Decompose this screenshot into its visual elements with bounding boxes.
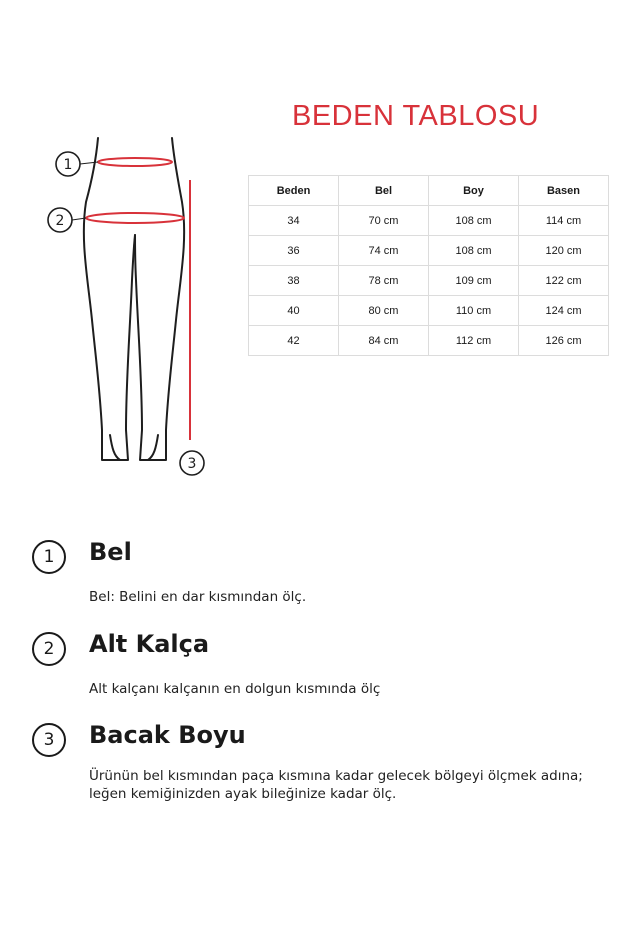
number-badge: 3 <box>32 723 66 757</box>
header-bel: Bel <box>339 176 429 206</box>
legend-description: Alt kalçanı kalçanın en dolgun kısmında ölç <box>89 681 381 697</box>
table-cell: 84 cm <box>339 326 429 356</box>
table-cell: 108 cm <box>429 206 519 236</box>
marker-2: 2 <box>55 213 65 229</box>
table-cell: 114 cm <box>519 206 609 236</box>
table-cell: 126 cm <box>519 326 609 356</box>
table-cell: 38 <box>249 266 339 296</box>
table-cell: 112 cm <box>429 326 519 356</box>
table-cell: 108 cm <box>429 236 519 266</box>
table-row <box>249 206 609 236</box>
legend-title: Alt Kalça <box>89 630 210 658</box>
table-cell: 124 cm <box>519 296 609 326</box>
table-row <box>249 326 609 356</box>
marker-1: 1 <box>63 157 73 173</box>
number-badge: 2 <box>32 632 66 666</box>
legend-title: Bel <box>89 538 132 566</box>
header-boy: Boy <box>429 176 519 206</box>
marker-3: 3 <box>187 456 197 472</box>
table-row <box>249 236 609 266</box>
table-cell: 36 <box>249 236 339 266</box>
page-title: BEDEN TABLOSU <box>292 100 540 132</box>
table-cell: 74 cm <box>339 236 429 266</box>
table-row <box>249 266 609 296</box>
table-cell: 110 cm <box>429 296 519 326</box>
table-cell: 109 cm <box>429 266 519 296</box>
header-beden: Beden <box>249 176 339 206</box>
number-badge: 1 <box>32 540 66 574</box>
table-cell: 42 <box>249 326 339 356</box>
header-basen: Basen <box>519 176 609 206</box>
table-cell: 78 cm <box>339 266 429 296</box>
table-cell: 80 cm <box>339 296 429 326</box>
table-row <box>249 296 609 326</box>
table-cell: 120 cm <box>519 236 609 266</box>
legend-title: Bacak Boyu <box>89 721 246 749</box>
legend-description: Bel: Belini en dar kısmından ölç. <box>89 589 307 605</box>
table-header-row <box>249 176 609 206</box>
leg-measurement-figure <box>40 130 230 480</box>
legend-description: Ürünün bel kısmından paça kısmına kadar gelecek bölgeyi ölçmek adına; leğen kemiğinizden ayak bileğinize kadar ölç. <box>89 768 583 802</box>
size-table <box>248 175 609 356</box>
table-cell: 70 cm <box>339 206 429 236</box>
table-cell: 122 cm <box>519 266 609 296</box>
table-cell: 40 <box>249 296 339 326</box>
table-cell: 34 <box>249 206 339 236</box>
leggings-outline-illustration <box>40 130 230 480</box>
